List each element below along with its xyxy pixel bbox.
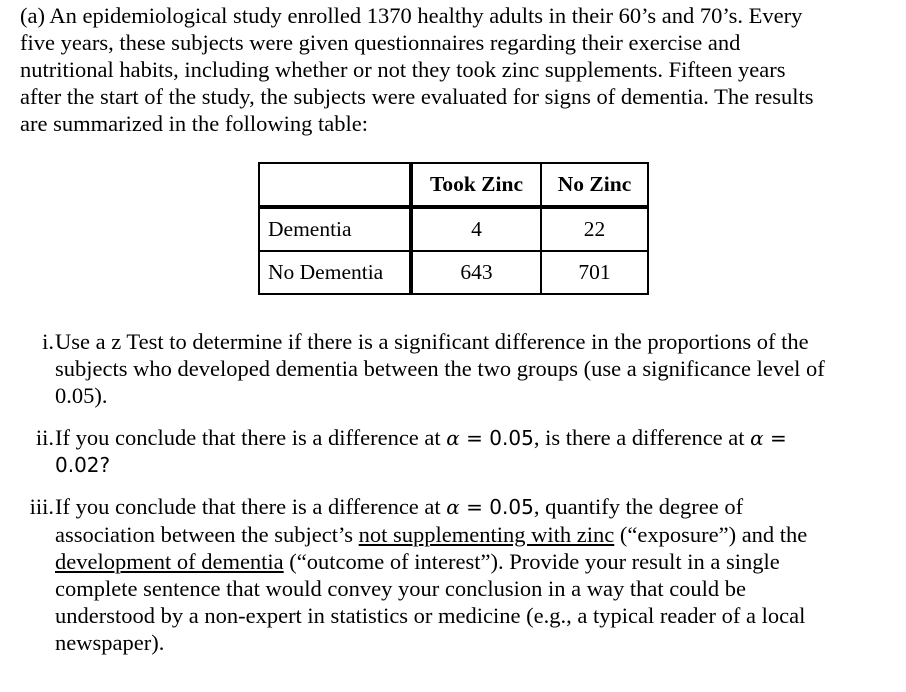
intro-line: are summarized in the following table: xyxy=(20,111,369,136)
text-segment: (“outcome of interest”). Provide your result in a single xyxy=(283,549,780,574)
underlined-exposure: not supplementing with zinc xyxy=(358,522,615,547)
question-line: 0.05). xyxy=(55,383,108,408)
math-expression xyxy=(750,426,787,450)
equals-sign: = xyxy=(459,495,490,519)
question-line xyxy=(55,424,895,452)
intro-line: five years, these subjects were given questionnaires regarding their exercise and xyxy=(20,30,741,55)
text-segment: association between the subject’s xyxy=(55,522,359,547)
question-line xyxy=(55,548,895,575)
question-line xyxy=(55,521,895,548)
alpha-symbol: α xyxy=(446,426,460,450)
question-i xyxy=(20,328,890,409)
math-expression xyxy=(446,426,534,450)
cell-dementia-took-zinc: 4 xyxy=(411,207,541,251)
question-marker: iii. xyxy=(29,494,54,519)
question-body xyxy=(55,328,895,409)
question-marker: i. xyxy=(42,329,54,354)
question-line: understood by a non-expert in statistics or medicine (e.g., a typical reader of a local xyxy=(55,603,806,628)
table-row xyxy=(259,207,648,251)
table-corner-cell xyxy=(259,163,411,207)
text-segment: , quantify the degree of xyxy=(533,494,744,519)
cell-no-dementia-took-zinc: 643 xyxy=(411,251,541,294)
question-body xyxy=(55,493,895,656)
underlined-outcome: development of dementia xyxy=(55,549,284,574)
question-line: newspaper). xyxy=(55,630,165,655)
alpha-value: 0.05 xyxy=(489,495,534,519)
math-expression xyxy=(446,495,534,519)
question-marker: ii. xyxy=(35,425,54,450)
alpha-symbol: α xyxy=(446,495,460,519)
table-header-row xyxy=(259,163,648,207)
row-header-no-dementia: No Dementia xyxy=(259,251,411,294)
equals-sign: = xyxy=(763,426,787,450)
column-header-no-zinc: No Zinc xyxy=(541,163,648,207)
table-row xyxy=(259,251,648,294)
cell-dementia-no-zinc: 22 xyxy=(541,207,648,251)
equals-sign: = xyxy=(459,426,490,450)
question-ii xyxy=(20,424,890,478)
question-iii xyxy=(20,493,890,658)
intro-line: after the start of the study, the subjects were evaluated for signs of dementia. The results xyxy=(20,84,814,109)
results-table xyxy=(258,162,649,295)
row-header-dementia: Dementia xyxy=(259,207,411,251)
text-segment: (“exposure”) and the xyxy=(614,522,808,547)
text-segment: , is there a difference at xyxy=(533,425,751,450)
question-line: complete sentence that would convey your conclusion in a way that could be xyxy=(55,576,747,601)
question-line: Use a z Test to determine if there is a significant difference in the proportions of the xyxy=(55,329,809,354)
column-header-took-zinc: Took Zinc xyxy=(411,163,541,207)
alpha-value: 0.05 xyxy=(489,426,534,450)
alpha-symbol: α xyxy=(750,426,764,450)
question-line xyxy=(55,493,895,521)
text-segment: If you conclude that there is a difference at xyxy=(55,494,447,519)
question-line: 0.02? xyxy=(55,453,111,477)
intro-line: nutritional habits, including whether or not they took zinc supplements. Fifteen years xyxy=(20,57,786,82)
text-segment: If you conclude that there is a difference at xyxy=(55,425,447,450)
cell-no-dementia-no-zinc: 701 xyxy=(541,251,648,294)
question-line: subjects who developed dementia between the two groups (use a significance level of xyxy=(55,356,825,381)
intro-line: (a) An epidemiological study enrolled 1370 healthy adults in their 60’s and 70’s. Every xyxy=(20,3,803,28)
intro-paragraph xyxy=(20,2,890,137)
question-body xyxy=(55,424,895,479)
